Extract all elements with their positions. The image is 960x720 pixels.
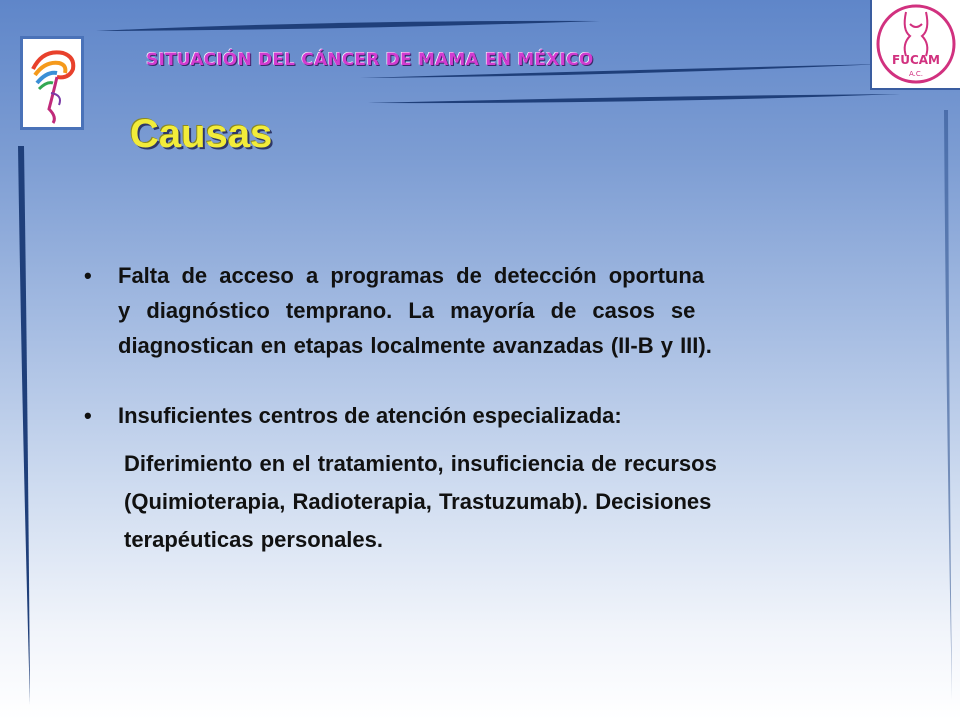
bullet-2-line-1: Insuficientes centros de atención especializada: <box>118 403 622 428</box>
right-logo <box>870 0 960 90</box>
top-stroke <box>96 21 600 31</box>
fucam-logo-icon <box>872 0 960 88</box>
fucam-logo-text: FUCAM <box>892 53 940 67</box>
bullet-marker: • <box>84 263 92 288</box>
swirl-logo-icon <box>23 39 81 127</box>
right-vertical-stroke <box>944 110 952 700</box>
header-title: SITUACIÓN DEL CÁNCER DE MAMA EN MÉXICO <box>146 50 594 70</box>
middle-right-stroke <box>368 94 900 103</box>
bullet-item-2 <box>84 405 924 427</box>
slide-title: Causas <box>130 112 273 156</box>
bullet-2-continuation <box>84 445 924 559</box>
slide-content <box>84 258 924 559</box>
bullet-2-cont-line-1: Diferimiento en el tratamiento, insuficiencia de recursos <box>124 451 717 476</box>
left-vertical-stroke <box>18 146 30 705</box>
fucam-logo-subtext: A.C. <box>908 70 924 78</box>
bullet-2-cont-line-2: (Quimioterapia, Radioterapia, Trastuzumab). Decisiones <box>124 489 712 514</box>
bullet-item-1 <box>84 258 924 363</box>
left-logo <box>20 36 84 130</box>
bullet-1-line-2: y diagnóstico temprano. La mayoría de casos se <box>118 298 696 323</box>
bullet-marker: • <box>84 403 92 428</box>
bullet-1-line-1: Falta de acceso a programas de detección oportuna <box>118 263 705 288</box>
bullet-1-line-3: diagnostican en etapas localmente avanzadas (II-B y III). <box>118 333 712 358</box>
bullet-2-cont-line-3: terapéuticas personales. <box>124 527 384 552</box>
